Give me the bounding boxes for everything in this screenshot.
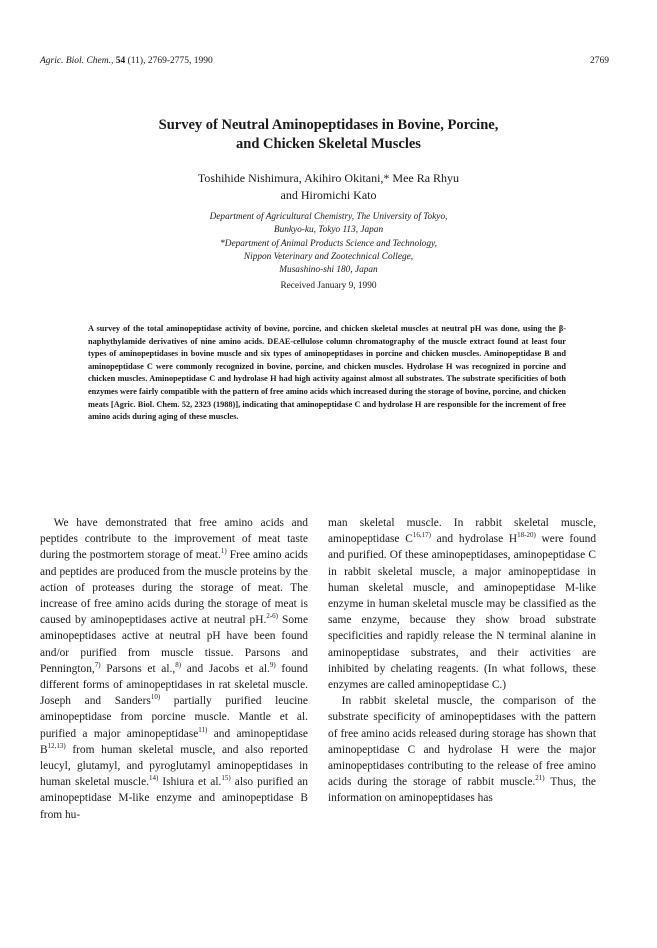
journal-citation xyxy=(40,56,213,66)
body-text-segment: and Jacobs et al. xyxy=(181,662,270,675)
body-text-segment: Ishiura et al. xyxy=(158,776,222,789)
journal-name: Agric. Biol. Chem., xyxy=(40,56,114,66)
body-paragraph-2 xyxy=(328,515,596,693)
reference-marker: 10) xyxy=(150,693,161,702)
body-text-segment: man skeletal muscle. In rabbit skeletal muscle, aminopeptidase C xyxy=(328,517,596,546)
body-text-segment: Parsons et al., xyxy=(100,662,176,675)
received-date: Received January 9, 1990 xyxy=(280,281,377,292)
affiliation-line-3: *Department of Animal Products Science and Technology, xyxy=(220,238,437,249)
authors-line-2: and Hiromichi Kato xyxy=(280,188,377,202)
reference-marker: 7) xyxy=(94,661,101,670)
affiliation-line-1: Department of Agricultural Chemistry, The University of Tokyo, xyxy=(209,212,448,222)
affiliation-line-2: Bunkyo-ku, Tokyo 113, Japan xyxy=(273,225,384,236)
reference-marker: 8) xyxy=(175,661,182,670)
author-list xyxy=(60,170,597,204)
body-text-segment: and hydrolase H xyxy=(430,533,518,546)
body-text-segment: Thus, the information on aminopeptidases has xyxy=(328,776,596,805)
title-line-1: Survey of Neutral Aminopeptidases in Bovine, Porcine, xyxy=(158,117,499,133)
body-text-segment: partially purified leucine aminopeptidase from porcine muscle. Mantle et al. purified a major aminopeptidase xyxy=(40,695,308,740)
body-text-segment: and aminopeptidase B xyxy=(40,727,308,756)
paper-title xyxy=(60,116,597,154)
body-text-segment: Free amino acids and peptides are produced from the muscle proteins by the action of proteases during the storage of meat. The increase of free amino acids during the storage of meat is caused by aminopeptidases active at neutral pH. xyxy=(40,549,308,627)
body-text-segment: In rabbit skeletal muscle, the comparison of the substrate specificity of aminopeptidases with the pattern of free amino acids released during storage has shown that aminopeptidase C and hydrolase H were the major aminopeptidases contributing to the release of free amino acids during the storage of rabbit muscle. xyxy=(328,695,596,789)
body-text-segment: were found and purified. Of these aminopeptidases, aminopeptidase C in rabbit skeletal muscle, a major aminopeptidase in human skeletal muscle, and aminopeptidase M-like enzyme in human skeletal muscle may be classified as the same enzyme, because they show broad substrate specificities and rapidly release the N terminal alanine in aminopeptidase substrates, and their activities are inhibited by chelating reagents. (In what follows, these enzymes are called aminopeptidase C.) xyxy=(328,533,597,692)
authors-line-1: Toshihide Nishimura, Akihiro Okitani,* Mee Ra Rhyu xyxy=(197,171,460,185)
journal-issue-pages: (11), 2769-2775, 1990 xyxy=(127,56,213,66)
affiliation-line-5: Musashino-shi 180, Japan xyxy=(279,265,378,276)
reference-marker: 2-6) xyxy=(266,612,279,621)
body-text-segment: also purified an aminopeptidase M-like enzyme and aminopeptidase B from hu- xyxy=(40,776,308,821)
body-text-segment: from human skeletal muscle, and also reported leucyl, glutamyl, and pyroglutamyl aminopeptidases in human skeletal muscle. xyxy=(40,743,308,789)
reference-marker: 16,17) xyxy=(412,531,431,540)
reference-marker: 15) xyxy=(221,774,231,783)
reference-marker: 12,13) xyxy=(47,742,66,751)
reference-marker: 9) xyxy=(269,661,276,670)
journal-volume: 54 xyxy=(115,56,126,66)
body-paragraph-1 xyxy=(40,515,308,823)
affiliations xyxy=(60,211,597,294)
reference-marker: 21) xyxy=(535,774,545,783)
reference-marker: 1) xyxy=(220,547,227,556)
abstract: A survey of the total aminopeptidase activity of bovine, porcine, and chicken skeletal muscles at neutral pH was done, using the β-naphythylamide derivatives of nine amino acids. DEAE-cellulose column chromatography of the muscle extract found at least four types of aminopeptidases in bovine muscle and six types of aminopeptidases in porcine and chicken muscles. Aminopeptidase B and aminopeptidase C were commonly recognized in bovine, porcine, and chicken muscles. Hydrolase H was recognized in porcine and chicken muscles. Aminopeptidase C and hydrolase H had high activity against almost all substrates. The substrate specificities of both enzymes were fairly compatible with the pattern of free amino acids which increased during the storage of bovine, porcine, and chicken meats [Agric. Biol. Chem. 52, 2323 (1988)], indicating that aminopeptidase C and hydrolase H are responsible for the increment of free amino acids during aging of these muscles. xyxy=(88,324,566,422)
reference-marker: 11) xyxy=(198,725,208,734)
reference-marker: 14) xyxy=(148,774,159,783)
body-paragraph-3 xyxy=(328,693,596,806)
body-text-segment: We have demonstrated that free amino acids and peptides contribute to the improvement of meat taste during the postmortem storage of meat. xyxy=(40,517,308,562)
page-number: 2769 xyxy=(590,56,609,66)
body-text-segment: Some aminopeptidases active at neutral pH have been found and/or purified from muscle tissue. Parsons and Pennington, xyxy=(40,614,308,675)
reference-marker: 18-20) xyxy=(517,531,536,540)
body-left-column xyxy=(40,515,308,823)
body-right-column xyxy=(328,515,596,807)
affiliation-line-4: Nippon Veterinary and Zootechnical College, xyxy=(243,251,414,262)
body-text-segment: found different forms of aminopeptidases in rat skeletal muscle. Joseph and Sanders xyxy=(40,662,308,708)
title-line-2: and Chicken Skeletal Muscles xyxy=(236,136,421,152)
